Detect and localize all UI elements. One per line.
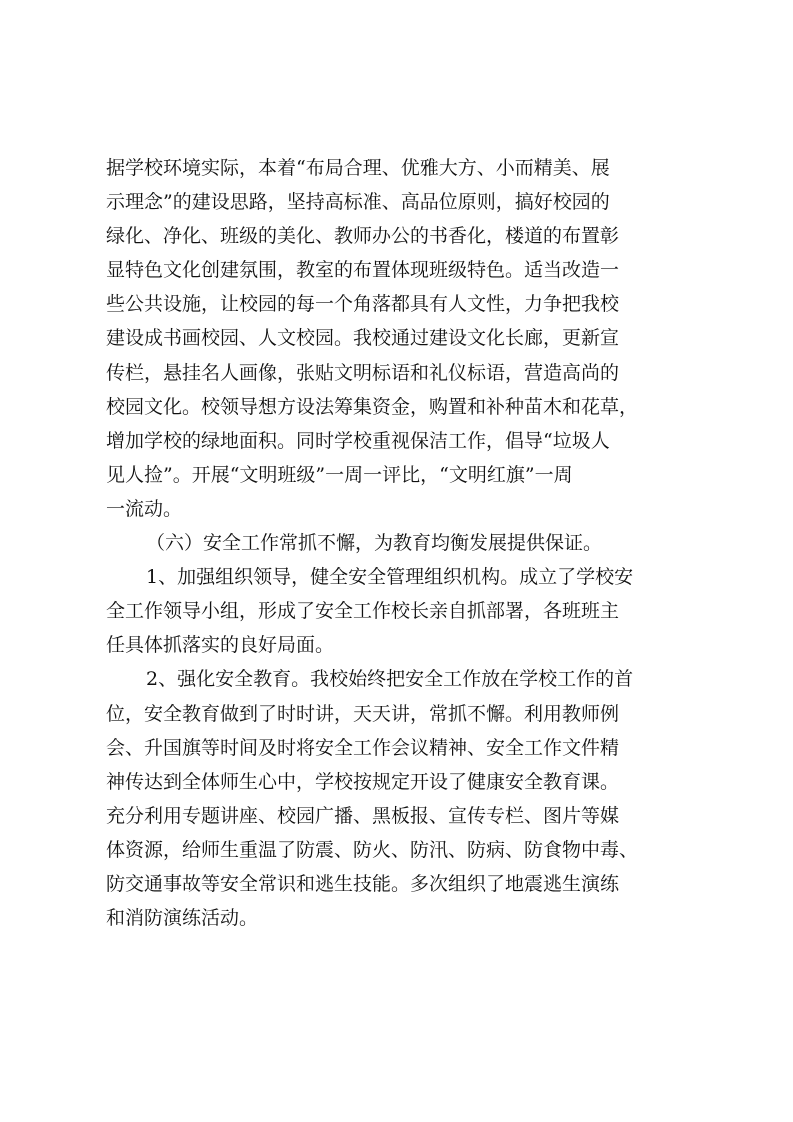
text-line: 据学校环境实际，本着“布局合理、优雅大方、小而精美、展 — [106, 157, 610, 179]
text-line: 些公共设施，让校园的每一个角落都具有人文性，力争把我校 — [106, 293, 620, 316]
section-heading-text: （六）安全工作常抓不懈，为教育均衡发展提供保证。 — [146, 532, 603, 555]
text-line: 传栏，悬挂名人画像，张贴文明标语和礼仪标语，营造高尚的 — [106, 361, 620, 384]
paragraph-item-2 — [106, 662, 706, 935]
text-line: 一流动。 — [106, 497, 183, 520]
text-line: 位，安全教育做到了时时讲，天天讲，常抓不懈。利用教师例 — [106, 702, 620, 725]
text-line: 全工作领导小组，形成了安全工作校长亲自抓部署，各班班主 — [106, 600, 620, 623]
paragraph-item-1 — [106, 560, 706, 662]
text-line: 显特色文化创建氛围，教室的布置体现班级特色。适当改造一 — [106, 259, 620, 282]
text-line: 防交通事故等安全常识和逃生技能。多次组织了地震逃生演练 — [106, 872, 620, 895]
document-body — [106, 151, 706, 935]
text-line: 校园文化。校领导想方设法筹集资金，购置和补种苗木和花草， — [106, 395, 639, 418]
text-line: 示理念”的建设思路，坚持高标准、高品位原则，搞好校园的 — [106, 191, 610, 214]
text-line: 1、加强组织领导，健全安全管理组织机构。成立了学校安 — [146, 566, 634, 589]
section-heading-safety — [106, 526, 706, 560]
text-line: 充分利用专题讲座、校园广播、黑板报、宣传专栏、图片等媒 — [106, 804, 620, 827]
text-line: 绿化、净化、班级的美化、教师办公的书香化，楼道的布置彰 — [106, 225, 620, 248]
text-line: 2、强化安全教育。我校始终把安全工作放在学校工作的首 — [146, 668, 634, 691]
text-line: 神传达到全体师生心中，学校按规定开设了健康安全教育课。 — [106, 770, 620, 793]
paragraph-campus-culture — [106, 151, 706, 526]
text-line: 会、升国旗等时间及时将安全工作会议精神、安全工作文件精 — [106, 736, 620, 759]
text-line: 和消防演练活动。 — [106, 907, 259, 930]
text-line: 建设成书画校园、人文校园。我校通过建设文化长廊，更新宣 — [106, 327, 620, 350]
text-line: 体资源，给师生重温了防震、防火、防汛、防病、防食物中毒、 — [106, 838, 639, 861]
text-line: 任具体抓落实的良好局面。 — [106, 634, 335, 657]
text-line: 增加学校的绿地面积。同时学校重视保洁工作，倡导“垃圾人 — [106, 429, 610, 452]
text-line: 见人捡”。开展“文明班级”一周一评比，“文明红旗”一周 — [106, 463, 573, 486]
